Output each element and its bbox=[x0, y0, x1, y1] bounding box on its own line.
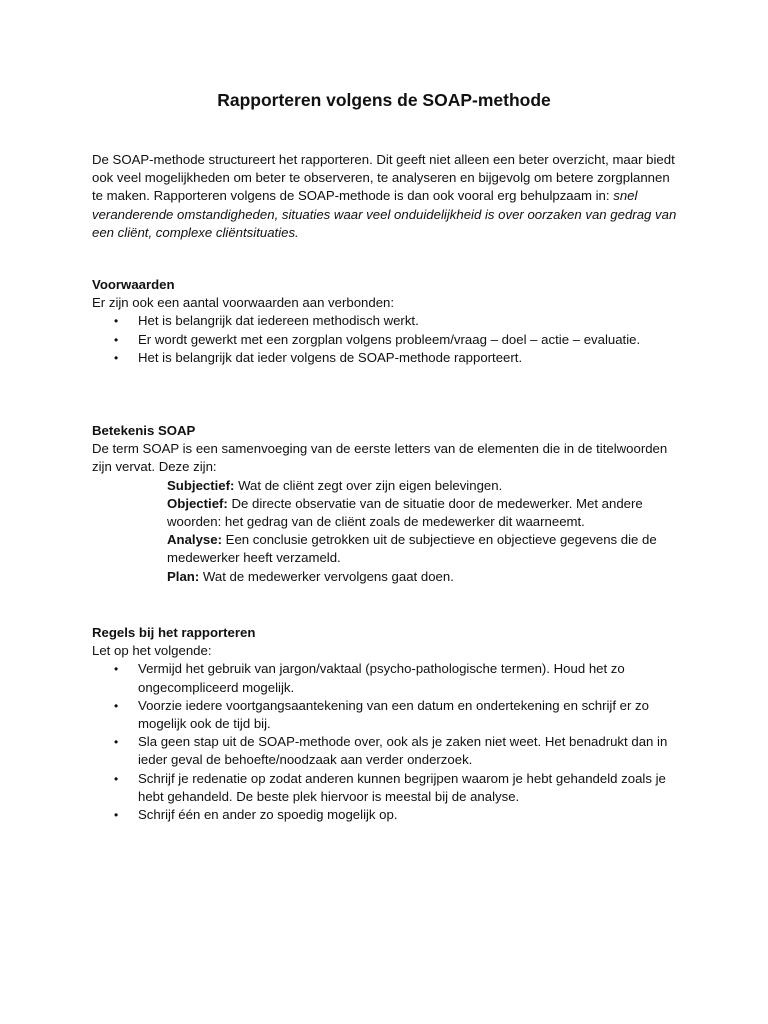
list-item-text: Vermijd het gebruik van jargon/vaktaal (psycho-pathologische termen). Houd het zo ongecompliceerd mogelijk. bbox=[138, 661, 625, 695]
bullet-icon: • bbox=[114, 332, 119, 347]
section-lead: Let op het volgende: bbox=[92, 643, 212, 659]
list-item bbox=[92, 806, 682, 824]
section-betekenis bbox=[92, 422, 682, 586]
soap-item-analyse bbox=[167, 531, 682, 567]
intro-italic-text: snel veranderende omstandigheden, situaties waar veel onduidelijkheid is over oorzaken van gedrag van een cliënt, complexe cliëntsituaties. bbox=[92, 188, 677, 240]
soap-description: Een conclusie getrokken uit de subjectieve en objectieve gegevens die de medewerker heeft verzameld. bbox=[167, 532, 657, 566]
soap-term: Objectief: bbox=[167, 495, 228, 511]
soap-item-plan bbox=[167, 568, 682, 586]
bullet-icon: • bbox=[114, 314, 119, 329]
soap-description: Wat de cliënt zegt over zijn eigen belevingen. bbox=[234, 477, 503, 493]
list-item-text: Schrijf je redenatie op zodat anderen kunnen begrijpen waarom je hebt gehandeld zoals je hebt gehandeld. De beste plek hiervoor is meestal bij de analyse. bbox=[138, 770, 666, 804]
list-item bbox=[92, 349, 682, 367]
section-voorwaarden bbox=[92, 276, 682, 367]
page-title: Rapporteren volgens de SOAP-methode bbox=[217, 90, 551, 110]
soap-term: Plan: bbox=[167, 568, 200, 584]
bullet-icon: • bbox=[114, 698, 119, 713]
list-item bbox=[92, 660, 682, 696]
soap-description: De directe observatie van de situatie door de medewerker. Met andere woorden: het gedrag van de cliënt zoals de medewerker dit waarneemt. bbox=[167, 495, 643, 530]
list-item-text: Sla geen stap uit de SOAP-methode over, ook als je zaken niet weet. Het benadrukt dan in ieder geval de behoefte/noodzaak aan verder onderzoek. bbox=[138, 734, 668, 768]
section-heading: Voorwaarden bbox=[92, 277, 175, 292]
list-item-text: Er wordt gewerkt met een zorgplan volgens probleem/vraag – doel – actie – evaluatie. bbox=[138, 331, 641, 347]
soap-definition-list bbox=[167, 477, 682, 586]
section-heading: Betekenis SOAP bbox=[92, 423, 196, 438]
list-item-text: Schrijf één en ander zo spoedig mogelijk op. bbox=[138, 807, 398, 823]
intro-text: De SOAP-methode structureert het rapporteren. Dit geeft niet alleen een beter overzicht, maar biedt ook veel mogelijkheden om beter te observeren, te analyseren en bijgevolg om betere zorgplannen te maken. Rapporteren volgens de SOAP-methode is dan ook vooral erg behulpzaam in: bbox=[92, 152, 675, 204]
soap-item-subjectief bbox=[167, 477, 682, 495]
bullet-icon: • bbox=[114, 350, 119, 365]
bullet-icon: • bbox=[114, 735, 119, 750]
list-item bbox=[92, 331, 682, 349]
bullet-icon: • bbox=[114, 808, 119, 823]
list-item bbox=[92, 770, 682, 806]
section-regels bbox=[92, 624, 682, 824]
list-item bbox=[92, 697, 682, 733]
section-lead: Er zijn ook een aantal voorwaarden aan verbonden: bbox=[92, 295, 395, 311]
bullet-icon: • bbox=[114, 771, 119, 786]
bullet-icon: • bbox=[114, 662, 119, 677]
soap-description: Wat de medewerker vervolgens gaat doen. bbox=[199, 568, 454, 584]
list-item-text: Het is belangrijk dat ieder volgens de SOAP-methode rapporteert. bbox=[138, 349, 523, 365]
soap-term: Analyse: bbox=[167, 532, 222, 548]
list-item-text: Het is belangrijk dat iedereen methodisch werkt. bbox=[138, 313, 419, 329]
list-item-text: Voorzie iedere voortgangsaantekening van een datum en ondertekening en schrijf er zo mogelijk ook de tijd bij. bbox=[138, 697, 649, 732]
intro-paragraph bbox=[92, 151, 682, 242]
bullet-list bbox=[92, 312, 682, 367]
section-heading: Regels bij het rapporteren bbox=[92, 625, 256, 640]
section-lead: De term SOAP is een samenvoeging van de eerste letters van de elementen die in de titelwoorden zijn vervat. Deze zijn: bbox=[92, 441, 668, 475]
soap-term: Subjectief: bbox=[167, 477, 235, 493]
bullet-list bbox=[92, 660, 682, 824]
soap-item-objectief bbox=[167, 495, 682, 531]
list-item bbox=[92, 312, 682, 330]
list-item bbox=[92, 733, 682, 769]
